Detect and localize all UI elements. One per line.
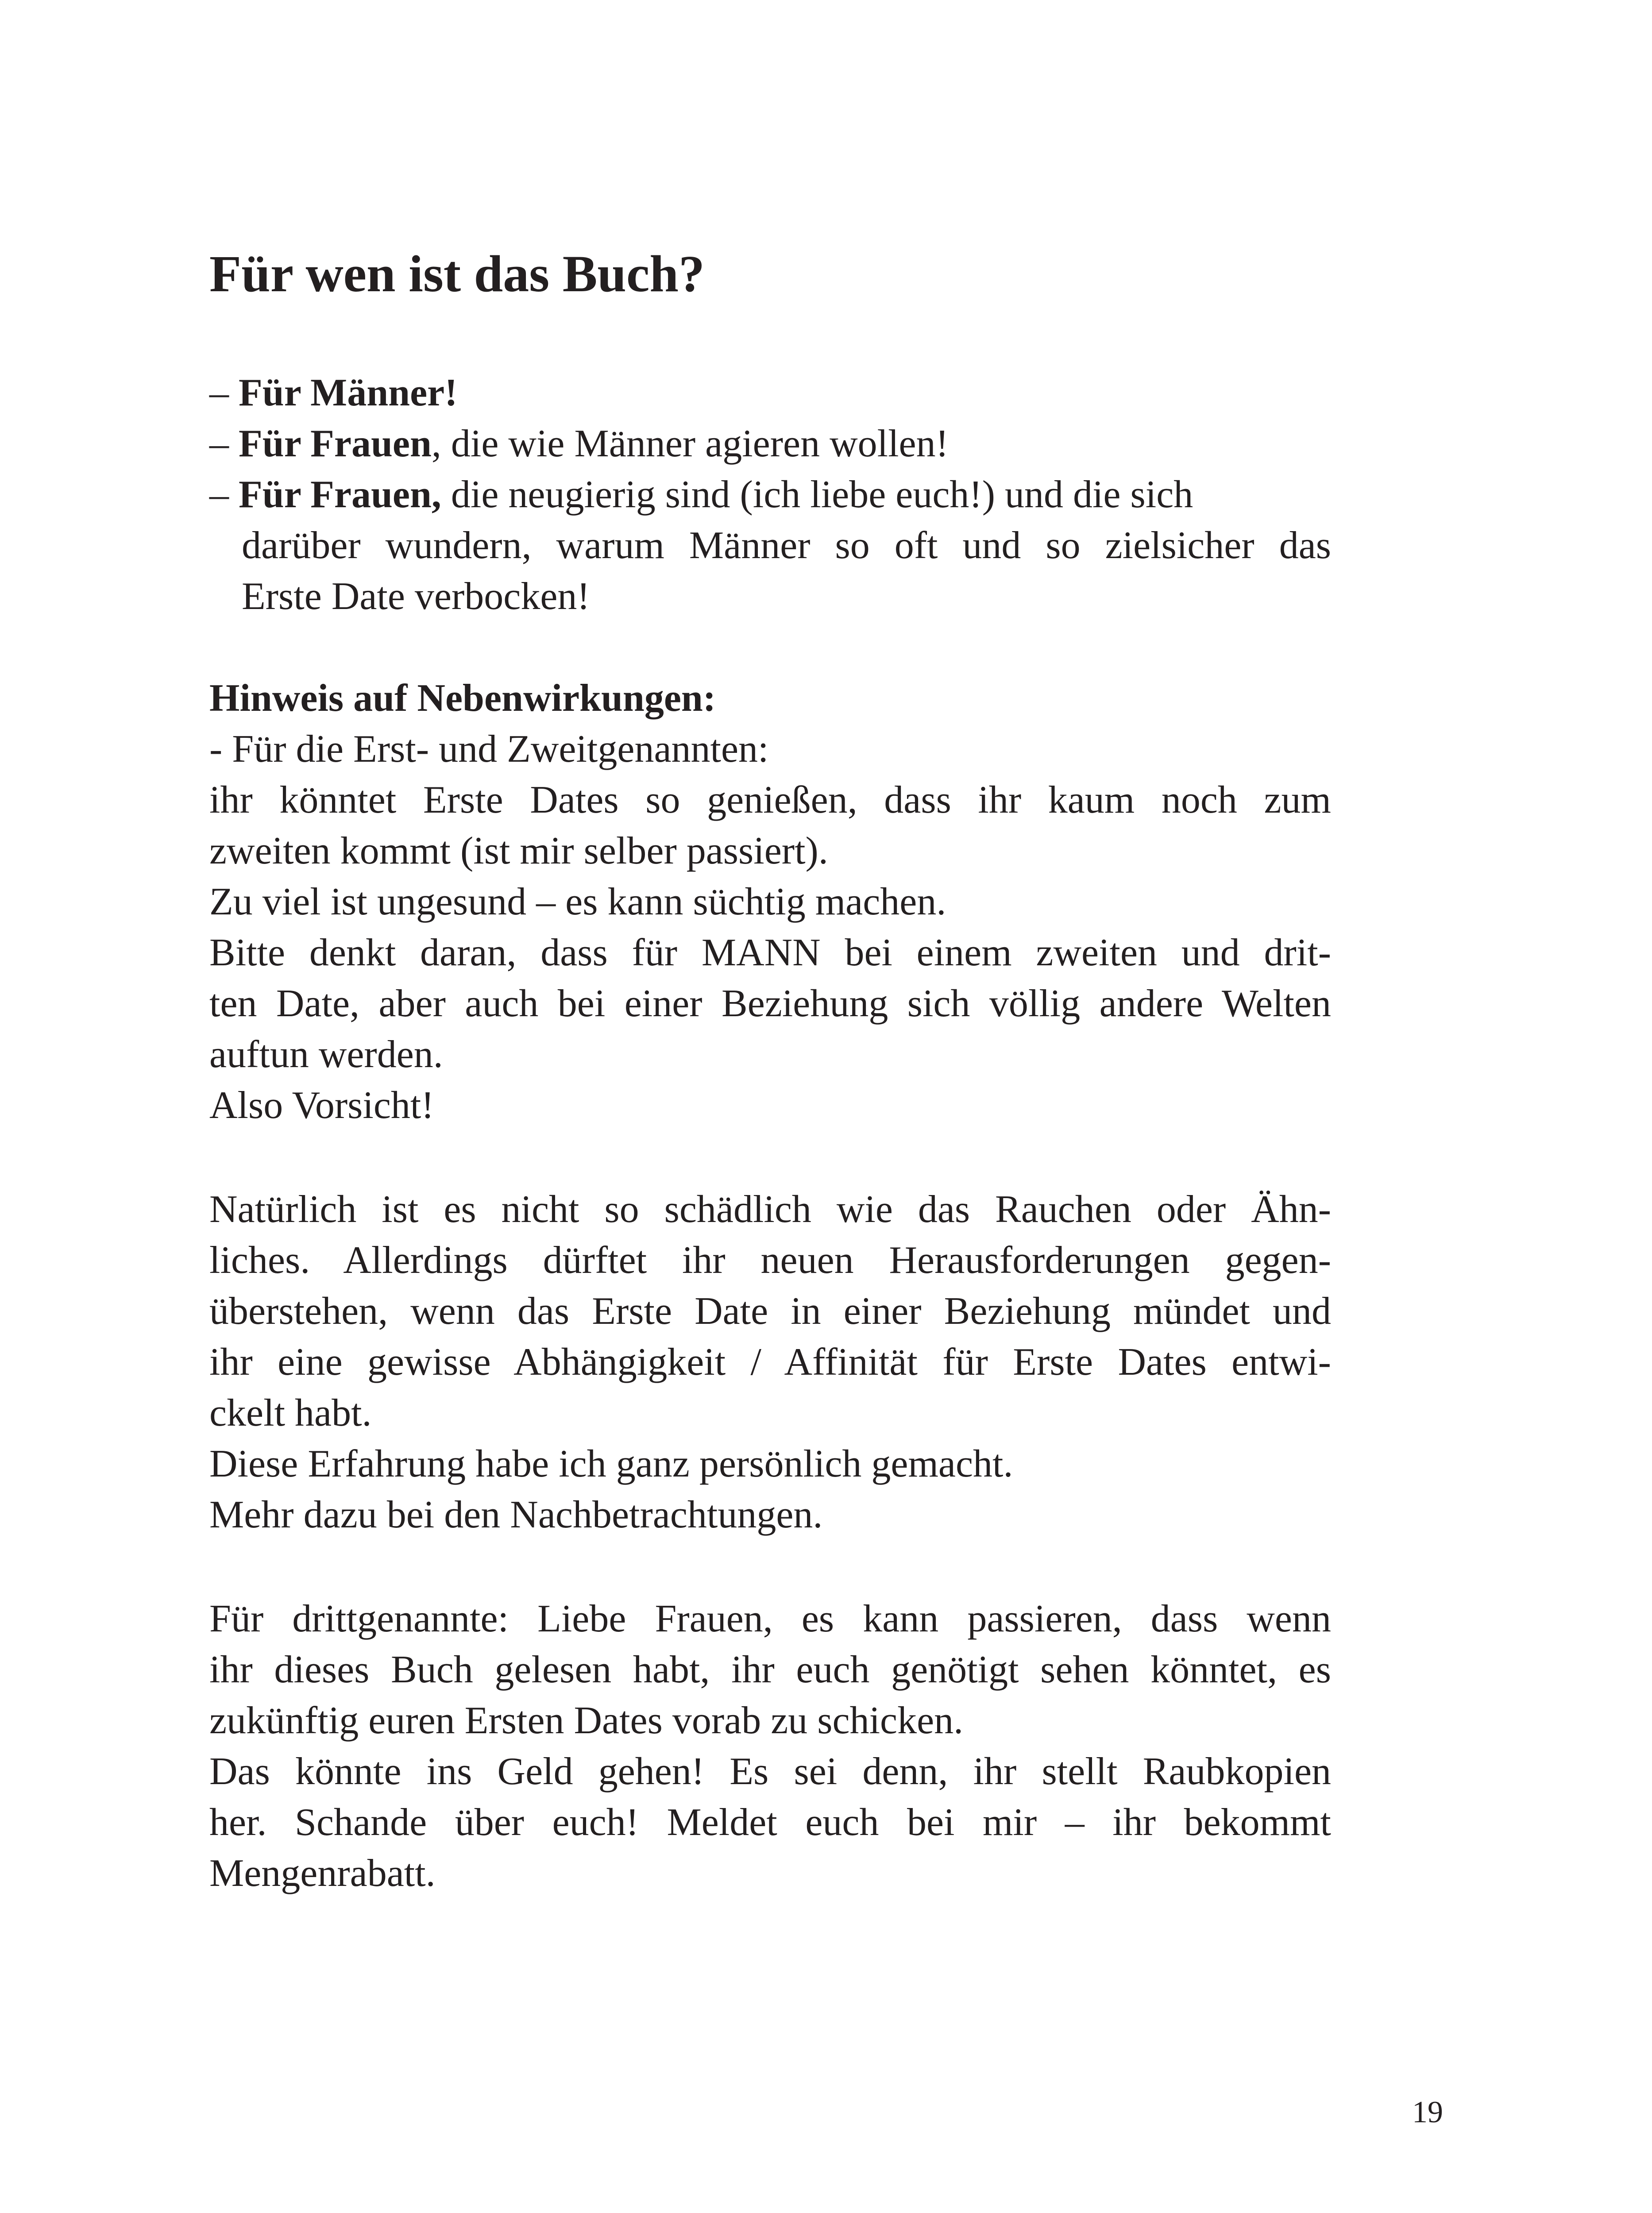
text-line: liches. Allerdings dürftet ihr neuen Herausforderungen gegen- [209, 1239, 1331, 1282]
text-line: zweiten kommt (ist mir selber passiert). [209, 829, 828, 872]
text-line: Mengenrabatt. [209, 1852, 436, 1895]
text-line: - Für die Erst- und Zweitgenannten: [209, 728, 769, 771]
list-item-continuation: darüber wundern, warum Männer so oft und so zielsicher das [242, 524, 1331, 567]
paragraph-2 [209, 1184, 1331, 1540]
text-line: Also Vorsicht! [209, 1084, 434, 1127]
text-line: ckelt habt. [209, 1392, 372, 1434]
text-line: Bitte denkt daran, dass für MANN bei einem zweiten und drit- [209, 931, 1331, 974]
list-item: – Für Männer! [209, 371, 458, 414]
text-line: Diese Erfahrung habe ich ganz persönlich gemacht. [209, 1442, 1013, 1485]
text-line: Zu viel ist ungesund – es kann süchtig machen. [209, 880, 946, 923]
list-item: – Für Frauen, die neugierig sind (ich liebe euch!) und die sich [209, 473, 1193, 516]
text-line: Für drittgenannte: Liebe Frauen, es kann passieren, dass wenn [209, 1597, 1331, 1640]
text-line: her. Schande über euch! Meldet euch bei mir – ihr bekommt [209, 1801, 1331, 1844]
section-heading: Hinweis auf Nebenwirkungen: [209, 677, 716, 720]
side-effects-section [209, 673, 1331, 1131]
text-line: ihr dieses Buch gelesen habt, ihr euch genötigt sehen könntet, es [209, 1648, 1331, 1691]
page-title: Für wen ist das Buch? [209, 245, 705, 303]
list-item-continuation: Erste Date verbocken! [242, 575, 590, 618]
list-item: – Für Frauen, die wie Männer agieren wollen! [209, 422, 949, 465]
page-number: 19 [1412, 2095, 1443, 2129]
text-line: Natürlich ist es nicht so schädlich wie das Rauchen oder Ähn- [209, 1188, 1331, 1231]
text-line: Das könnte ins Geld gehen! Es sei denn, ihr stellt Raubkopien [209, 1750, 1331, 1793]
paragraph-3 [209, 1593, 1331, 1899]
text-line: Mehr dazu bei den Nachbetrachtungen. [209, 1493, 823, 1536]
text-line: ihr könntet Erste Dates so genießen, dass ihr kaum noch zum [209, 779, 1331, 821]
audience-list [209, 367, 1331, 622]
text-line: ten Date, aber auch bei einer Beziehung sich völlig andere Welten [209, 982, 1331, 1025]
text-line: überstehen, wenn das Erste Date in einer Beziehung mündet und [209, 1290, 1331, 1333]
text-line: auftun werden. [209, 1033, 443, 1076]
text-line: zukünftig euren Ersten Dates vorab zu schicken. [209, 1699, 964, 1742]
text-line: ihr eine gewisse Abhängigkeit / Affinität für Erste Dates entwi- [209, 1341, 1331, 1384]
